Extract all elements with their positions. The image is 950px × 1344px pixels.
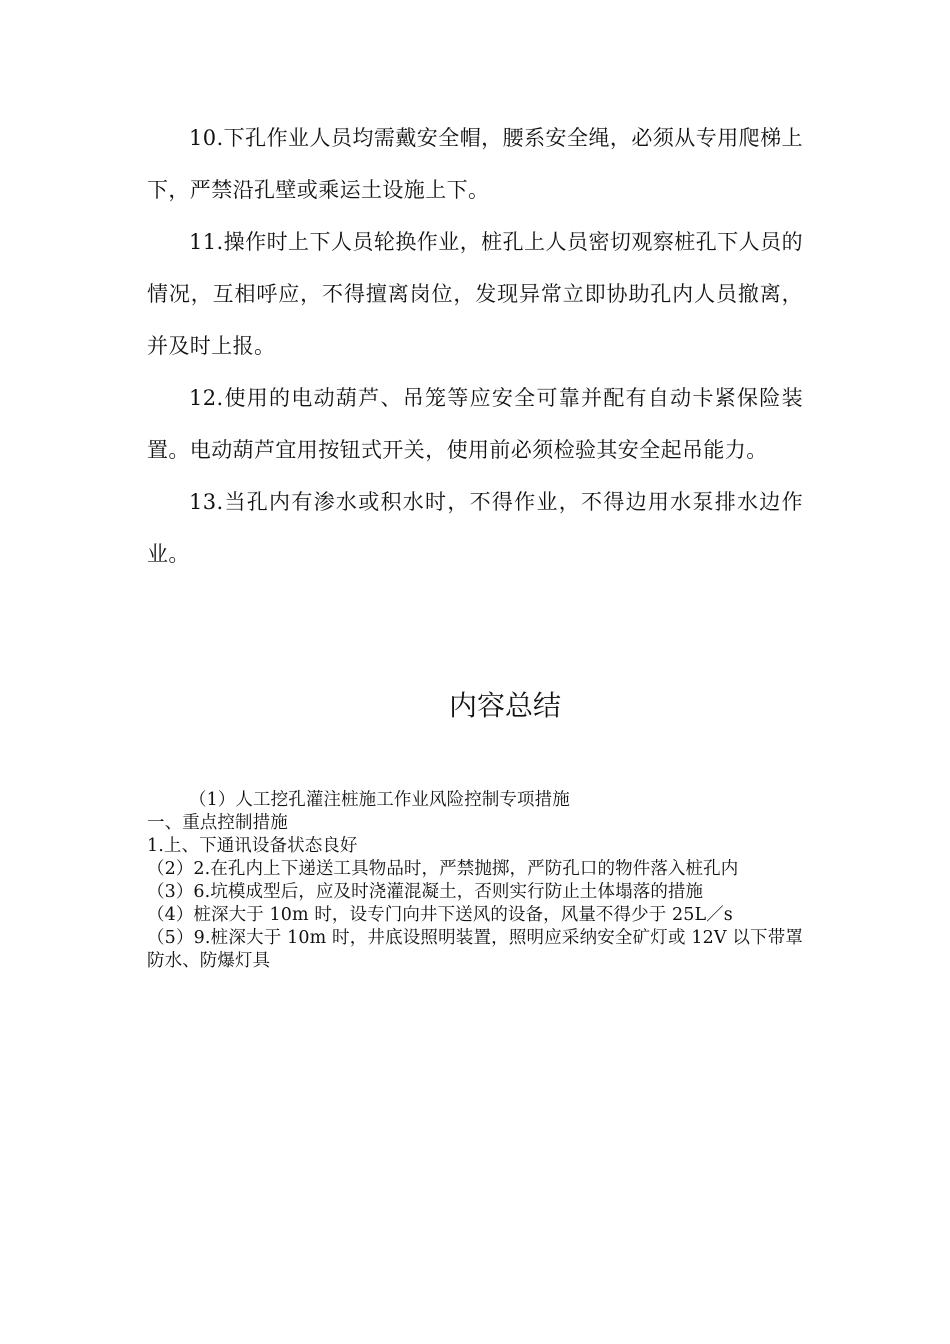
summary-line: （5）9.桩深大于 10m 时，井底设照明装置，照明应采纳安全矿灯或 12V 以下带罩防水、防爆灯具 [147, 928, 803, 971]
paragraph-12: 12.使用的电动葫芦、吊笼等应安全可靠并配有自动卡紧保险装置。电动葫芦宜用按钮式开关，使用前必须检验其安全起吊能力。 [147, 386, 803, 462]
summary-line: （4）桩深大于 10m 时，设专门向井下送风的设备，风量不得少于 25L／s [147, 905, 733, 925]
paragraph-13: 13.当孔内有渗水或积水时，不得作业，不得边用水泵排水边作业。 [147, 490, 803, 566]
paragraph-10: 10.下孔作业人员均需戴安全帽，腰系安全绳，必须从专用爬梯上下，严禁沿孔壁或乘运土设施上下。 [147, 126, 803, 202]
paragraph-11: 11.操作时上下人员轮换作业，桩孔上人员密切观察桩孔下人员的情况，互相呼应，不得擅离岗位，发现异常立即协助孔内人员撤离，并及时上报。 [147, 230, 803, 358]
summary-line: 一、重点控制措施 [147, 813, 288, 833]
summary-section [147, 789, 803, 973]
summary-title: 内容总结 [448, 689, 561, 722]
summary-line: 1.上、下通讯设备状态良好 [147, 836, 358, 856]
summary-line: （3）6.坑模成型后，应及时浇灌混凝土，否则实行防止土体塌落的措施 [147, 882, 704, 902]
body-text [147, 112, 803, 580]
summary-line: （2）2.在孔内上下递送工具物品时，严禁抛掷，严防孔口的物件落入桩孔内 [147, 859, 739, 879]
summary-line: （1）人工挖孔灌注桩施工作业风险控制专项措施 [189, 790, 570, 810]
